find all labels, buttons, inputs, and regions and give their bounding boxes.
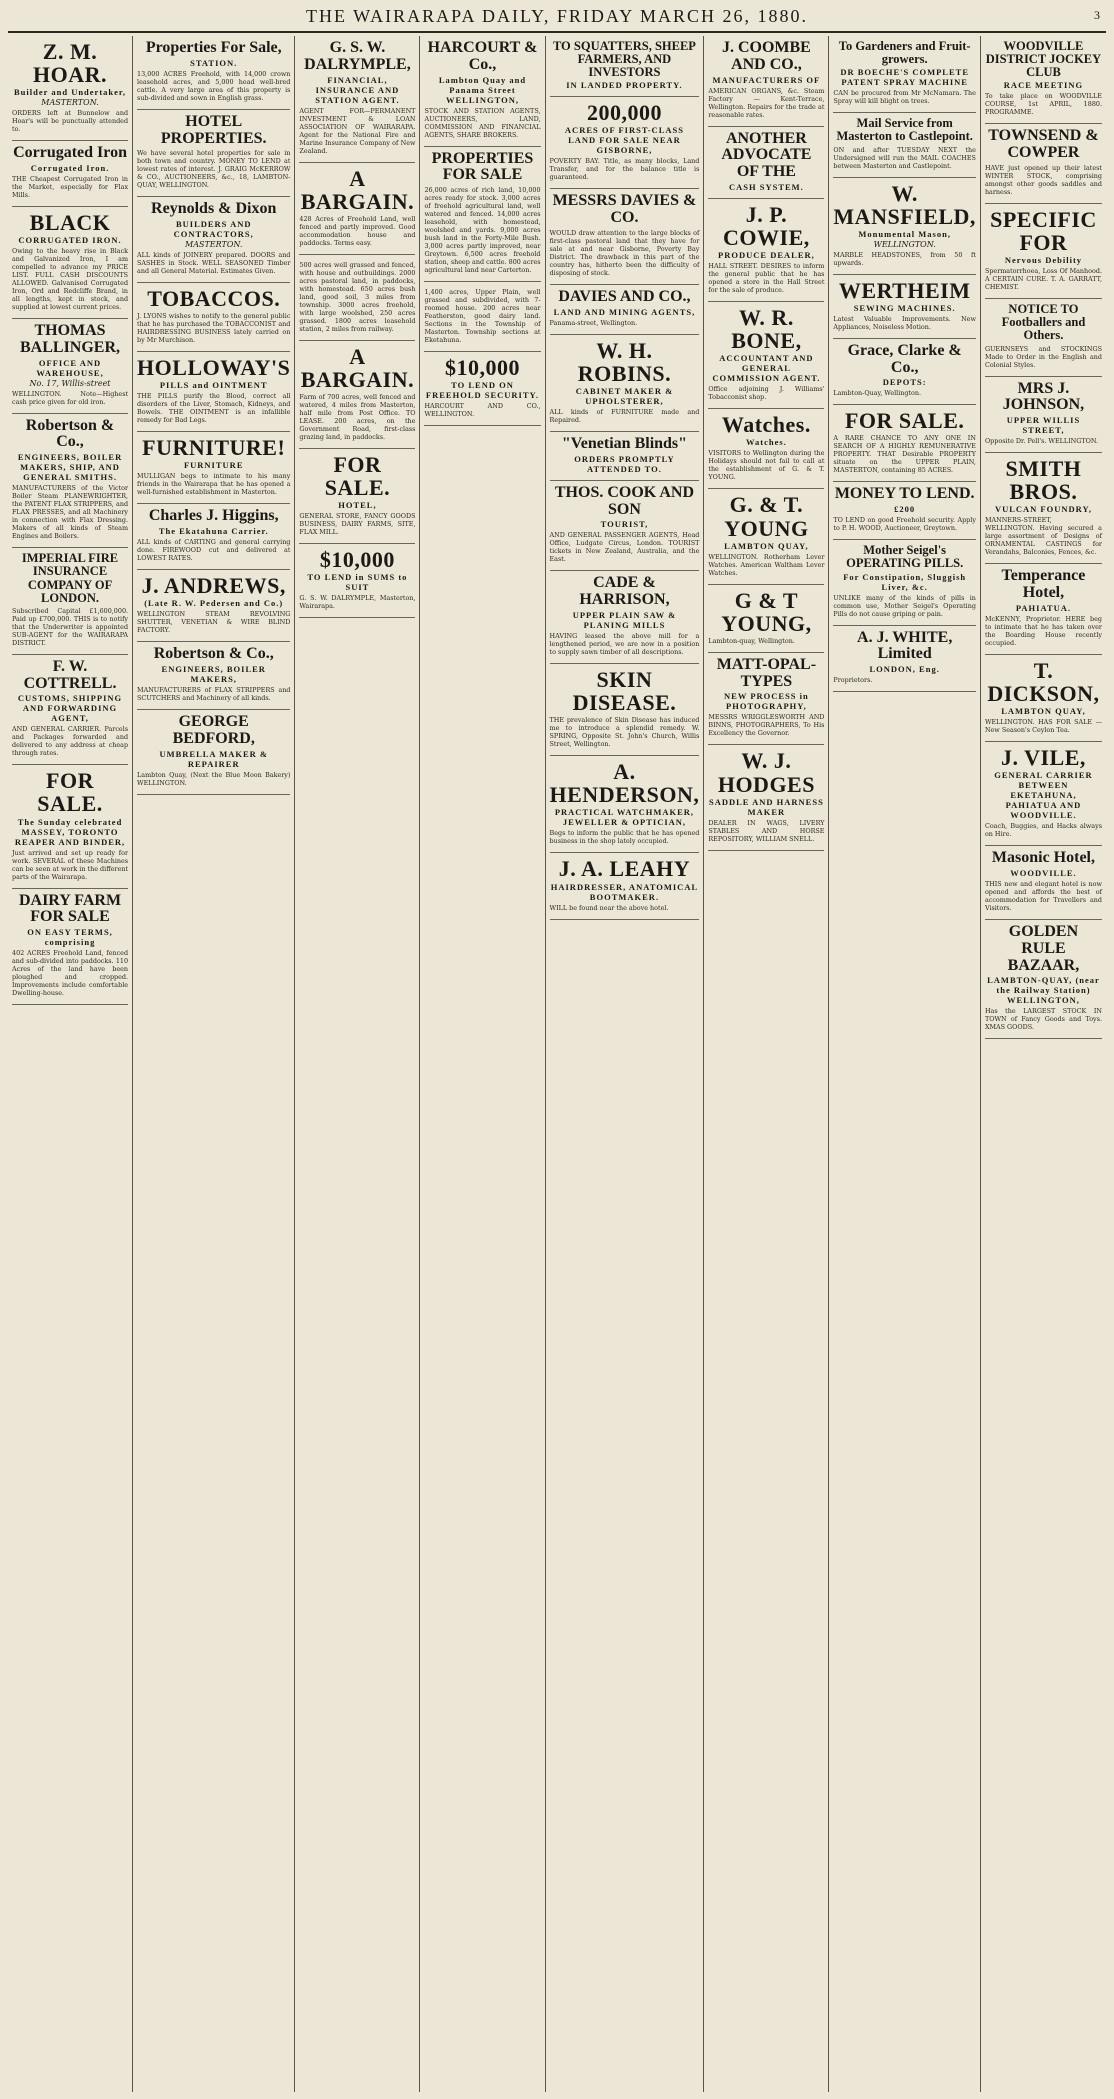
ad-heading: IMPERIAL FIRE INSURANCE COMPANY OF LONDON.: [21, 551, 119, 605]
ad-subheading: ON EASY TERMS, comprising: [27, 927, 113, 948]
ad-body: THE PILLS purify the Blood, correct all disorders of the Liver, Stomach, Kidneys, and Bowels. THE OINTMENT is an infallible remedy for Bad Legs.: [137, 392, 291, 425]
ad-heading: NOTICE TO Footballers and Others.: [1001, 302, 1086, 343]
ad-heading: Watches.: [721, 412, 811, 438]
ad-heading: $10,000: [444, 355, 520, 381]
ad-heading: J. COOMBE AND CO.,: [721, 39, 811, 73]
ad-subheading: LONDON, Eng.: [869, 664, 940, 675]
ad-body: WELLINGTON. Rotherham Lever Watches. American Waltham Lever Watches.: [708, 552, 825, 577]
advertisement: [137, 432, 290, 504]
ad-heading: W. J. HODGES: [717, 748, 815, 797]
advertisement: [708, 489, 824, 584]
ad-heading: A. J. WHITE, Limited: [857, 628, 953, 663]
ad-body: THE prevalence of Skin Disease has induced me to introduce a splendid remedy. W. SPRING, Opposite St. John's Church, Willis Street, Wellington.: [549, 716, 700, 749]
ad-subheading: PRODUCE DEALER,: [718, 250, 815, 261]
advertisement: [833, 482, 976, 540]
advertisement: [137, 352, 290, 432]
ad-subheading: CABINET MAKER & UPHOLSTERER,: [575, 386, 674, 407]
ad-body: Proprietors.: [833, 676, 873, 685]
advertisement: [550, 285, 700, 335]
column-8: [981, 36, 1106, 2092]
advertisement: [985, 742, 1102, 846]
ad-body: MARBLE HEADSTONES, from 50 ft upwards.: [833, 250, 976, 267]
column-1: [8, 36, 133, 2092]
column-6: [704, 36, 829, 2092]
ad-body: GUERNSEYS and STOCKINGS Made to Order in the English and Colonial Styles.: [984, 344, 1102, 369]
ad-body: AND GENERAL CARRIER. Parcels and Packages forwarded and delivered to any address at cheap through rates.: [12, 725, 129, 758]
ad-heading: W. R. BONE,: [731, 305, 802, 354]
ad-subheading: The Sunday celebrated MASSEY, TORONTO REAPER AND BINDER,: [14, 816, 126, 847]
ad-body: Office adjoining J. Williams' Tobacconist shop.: [708, 385, 825, 402]
ad-heading: WOODVILLE DISTRICT JOCKEY CLUB: [985, 39, 1102, 80]
advertisement: [985, 124, 1102, 204]
ad-body: VISITORS to Wellington during the Holidays should not fail to call at the establishment of G. & T. YOUNG.: [708, 449, 825, 482]
ad-subheading: GENERAL CARRIER BETWEEN EKETAHUNA, PAHIATUA AND WOODVILLE.: [994, 770, 1093, 821]
ad-subheading: HAIRDRESSER, ANATOMICAL BOOTMAKER.: [550, 881, 699, 902]
ad-heading: Mail Service from Masterton to Castlepoint.: [836, 116, 973, 144]
ad-heading: F. W. COTTRELL.: [23, 657, 117, 692]
ad-body: STOCK AND STATION AGENTS, AUCTIONEERS, LAND, COMMISSION AND FINANCIAL AGENTS, SHARE BROKERS.: [424, 106, 541, 139]
advertisement: [12, 655, 128, 766]
ad-heading: A. HENDERSON,: [549, 759, 700, 808]
ad-body: Latest Valuable Improvements. New Appliances, Noiseless Motion.: [833, 314, 976, 331]
ad-body: MULLIGAN begs to intimate to his many friends in the Wairarapa that he has opened a well-furnished establishment in Masterton.: [137, 472, 291, 497]
ad-body: A RARE CHANCE TO ANY ONE IN SEARCH OF A HIGHLY REMUNERATIVE PROPERTY. THAT Desirable PROPERTY situate on the UPPER PLAIN, MASTERTON, containing 85 ACRES.: [833, 434, 976, 475]
ad-heading: MATT-OPAL-TYPES: [716, 655, 817, 690]
ad-heading: G & T YOUNG,: [721, 587, 812, 636]
ad-location: No. 17, Willis-street: [29, 378, 111, 388]
ad-subheading: FINANCIAL, INSURANCE AND STATION AGENT.: [315, 74, 400, 105]
ad-heading: Mother Seigel's OPERATING PILLS.: [846, 543, 964, 571]
ad-subheading: PAHIATUA.: [1015, 602, 1072, 613]
ad-subheading: WOODVILLE.: [1010, 867, 1077, 878]
columns-container: [8, 36, 1106, 2092]
advertisement: [708, 302, 824, 409]
advertisement: [833, 113, 976, 177]
ad-heading: FOR SALE.: [37, 768, 103, 817]
ad-heading: TO SQUATTERS, SHEEP FARMERS, AND INVESTORS: [552, 39, 696, 80]
advertisement: [833, 405, 976, 482]
ad-body: ALL kinds of CARTING and general carrying done. FIREWOOD cut and delivered at LOWEST RATES.: [137, 538, 291, 563]
ad-body: MANNERS-STREET, WELLINGTON. Having secured a large assortment of Designs of ORNAMENTAL CASTINGS for Verandahs, Balconies, Fences, &c.: [984, 516, 1102, 557]
ad-body: HAVING leased the above mill for a lengthened period, we are now in a position to supply sawn timber of all descriptions.: [549, 632, 700, 657]
column-3: [295, 36, 420, 2092]
ad-heading: FOR SALE.: [324, 451, 391, 501]
advertisement: [985, 655, 1102, 742]
ad-heading: J. ANDREWS,: [141, 573, 286, 599]
advertisement: [985, 299, 1102, 376]
ad-heading: DAIRY FARM FOR SALE: [18, 891, 122, 926]
advertisement: [424, 36, 540, 147]
advertisement: [299, 341, 415, 449]
ad-subheading: £200: [894, 504, 916, 515]
ad-heading: Grace, Clarke & Co.,: [847, 341, 962, 376]
ad-heading: SMITH BROS.: [1005, 456, 1082, 505]
advertisement: [708, 199, 824, 302]
ad-body: THIS new and elegant hotel is now opened and affords the best of accommodation for Travellers and Visitors.: [984, 879, 1102, 912]
ad-body: Lambton Quay, (Next the Blue Moon Bakery) WELLINGTON.: [137, 770, 291, 787]
ad-subheading: LAMBTON QUAY,: [1001, 706, 1086, 717]
ad-body: MANUFACTURERS of the Victor Boiler Steam PLANEWRIGHTER, the PATENT FLAX STRIPPERS, and FLAX PRESSES, and all Machinery in connection with Flax Dressing. Makers of all kinds of Steam Engines and Boilers.: [12, 484, 129, 541]
advertisement: [833, 178, 976, 275]
ad-heading: GOLDEN RULE BAZAAR,: [1007, 922, 1080, 974]
ad-subheading: ORDERS PROMPTLY ATTENDED TO.: [574, 453, 675, 474]
ad-heading: TOBACCOS.: [147, 286, 281, 312]
ad-heading: To Gardeners and Fruit-growers.: [838, 39, 971, 67]
advertisement: [424, 147, 540, 283]
ad-body: 402 ACRES Freehold Land, fenced and sub-divided into paddocks. 110 Acres of the land have been ploughed and cropped. Improvements include comfortable Dwelling-house.: [12, 949, 129, 998]
ad-body: ON and after TUESDAY NEXT the Undersigned will run the MAIL COACHES between Masterton and Castlepoint.: [833, 145, 976, 170]
ad-body: 500 acres well grassed and fenced, with house and outbuildings. 2000 acres pastoral land, in paddocks, with homestead. 650 acres bush land, good soil, 3 miles from township. 3000 acres freehold, with large woolshed, 250 acres grassed. 1800 acres leasehold station, 2 miles from railway.: [299, 260, 416, 333]
advertisement: [550, 189, 700, 285]
advertisement: [299, 255, 415, 341]
ad-subheading: SADDLE AND HARNESS MAKER: [708, 796, 824, 817]
ad-heading: Masonic Hotel,: [991, 849, 1095, 867]
ad-body: HALL STREET. DESIRES to inform the general public that he has opened a store in the Hall Street for the sale of produce.: [708, 262, 825, 295]
ad-body: WELLINGTON STEAM REVOLVING SHUTTER, VENETIAN & WIRE BLIND FACTORY.: [137, 610, 291, 635]
ad-body: Opposite Dr. Pell's. WELLINGTON.: [984, 437, 1099, 446]
advertisement: [708, 409, 824, 489]
ad-body: POVERTY BAY. Title, as many blocks, Land Transfer, and for the balance title is guaranteed.: [549, 157, 700, 182]
advertisement: [833, 540, 976, 625]
newspaper-title: THE WAIRARAPA DAILY, FRIDAY MARCH 26, 1880.: [305, 6, 809, 26]
ad-heading: FURNITURE!: [142, 435, 286, 461]
ad-location: MASTERTON.: [41, 98, 99, 108]
ad-body: DEALER IN WAGS, LIVERY STABLES AND HORSE REPOSITORY, WILLIAM SNELL.: [708, 818, 825, 843]
ad-subheading: TOURIST,: [600, 519, 649, 530]
ad-subheading: UPPER PLAIN SAW & PLANING MILLS: [572, 610, 677, 631]
advertisement: [137, 710, 290, 795]
ad-body: HARCOURT AND CO., WELLINGTON.: [424, 402, 541, 419]
advertisement: [12, 889, 128, 1006]
ad-heading: MESSRS DAVIES & CO.: [552, 192, 697, 227]
ad-subheading: LAMBTON-QUAY, (near the Railway Station) WELLINGTON,: [987, 975, 1100, 1006]
ad-body: WOULD draw attention to the large blocks of first-class pastoral land that they have for sale at and near Gisborne, Poverty Bay District. The drawback in this part of the country has, hitherto been the difficulty of disposing of stock.: [549, 229, 700, 278]
ad-subheading: ENGINEERS, BOILER MAKERS,: [161, 664, 266, 685]
advertisement: [137, 36, 290, 110]
ad-heading: J. A. LEAHY: [558, 856, 691, 882]
column-5: [546, 36, 705, 2092]
ad-subheading: UPPER WILLIS STREET,: [1006, 415, 1081, 436]
advertisement: [299, 36, 415, 163]
advertisement: [424, 282, 540, 352]
advertisement: [985, 204, 1102, 299]
ad-heading: HOLLOWAY'S: [137, 355, 291, 381]
ad-subheading: MANUFACTURERS OF: [712, 74, 821, 85]
ad-subheading: ACCOUNTANT AND GENERAL COMMISSION AGENT.: [712, 353, 821, 384]
ad-subheading: Nervous Debility: [1004, 255, 1083, 266]
advertisement: [137, 197, 290, 283]
advertisement: [550, 335, 700, 432]
ad-heading: MONEY TO LEND.: [834, 485, 975, 503]
ad-body: Panama-street, Wellington.: [549, 318, 638, 327]
ad-heading: Temperance Hotel,: [1001, 567, 1086, 602]
advertisement: [550, 571, 700, 664]
ad-heading: Charles J. Higgins,: [148, 507, 279, 525]
ad-location: MASTERTON.: [185, 240, 243, 250]
ad-subheading: ACRES OF FIRST-CLASS LAND FOR SALE NEAR GISBORNE,: [564, 125, 684, 156]
ad-heading: Properties For Sale,: [145, 39, 282, 56]
ad-subheading: CORRUGATED IRON.: [18, 235, 122, 246]
advertisement: [137, 504, 290, 570]
ad-heading: A BARGAIN.: [300, 165, 415, 214]
ad-subheading: LAND AND MINING AGENTS,: [553, 306, 696, 317]
advertisement: [985, 453, 1102, 564]
ad-heading: THOS. COOK AND SON: [554, 483, 695, 518]
advertisement: [299, 163, 415, 255]
ad-body: AND GENERAL PASSENGER AGENTS, Head Office, Ludgate Circus, London. TOURIST tickets in New Zealand, Australia, and the East.: [549, 531, 700, 564]
advertisement: [985, 564, 1102, 655]
ad-heading: 200,000: [586, 100, 662, 126]
ad-heading: A BARGAIN.: [300, 343, 415, 392]
advertisement: [299, 544, 415, 618]
ad-subheading: VULCAN FOUNDRY,: [994, 504, 1092, 515]
column-7: [829, 36, 981, 2092]
ad-subheading: RACE MEETING: [1003, 80, 1084, 91]
advertisement: [550, 97, 700, 189]
ad-heading: J. P. COWIE,: [723, 201, 810, 251]
advertisement: [985, 36, 1102, 124]
ad-body: TO LEND on good Freehold security. Apply to P. H. WOOD, Auctioneer, Greytown.: [833, 516, 976, 533]
ad-heading: W. H. ROBINS.: [577, 337, 672, 386]
ad-body: Lambton-quay, Wellington.: [708, 636, 795, 645]
ad-subheading: HOTEL,: [338, 500, 377, 511]
advertisement: [12, 548, 128, 655]
ad-heading: Z. M. HOAR.: [33, 39, 108, 88]
advertisement: [550, 481, 700, 572]
advertisement: [137, 283, 290, 352]
advertisement: [137, 642, 290, 710]
ad-subheading: CASH SYSTEM.: [728, 181, 804, 192]
ad-subheading: The Ekatahuna Carrier.: [158, 526, 269, 537]
ad-subheading: PILLS and OINTMENT: [159, 380, 268, 391]
ad-subheading: Monumental Mason,: [858, 228, 951, 239]
ad-subheading: TO LEND ON FREEHOLD SECURITY.: [425, 380, 540, 401]
advertisement: [833, 36, 976, 113]
ad-body: ALL kinds of FURNITURE made and Repaired.: [549, 408, 700, 425]
ad-subheading: UMBRELLA MAKER & REPAIRER: [159, 748, 268, 769]
ad-heading: J. VILE,: [1001, 745, 1086, 771]
ad-body: Spermatorrhoea, Loss Of Manhood. A CERTAIN CURE. T. A. GARRATT, CHEMIST.: [984, 267, 1102, 292]
advertisement: [12, 36, 128, 141]
ad-heading: G. & T. YOUNG: [724, 492, 809, 541]
ad-body: MANUFACTURERS of FLAX STRIPPERS and SCUTCHERS and Machinery of all kinds.: [137, 686, 291, 703]
ad-subheading: DEPOTS:: [882, 377, 927, 388]
ad-body: Has the LARGEST STOCK IN TOWN of Fancy Goods and Toys. XMAS GOODS.: [984, 1007, 1102, 1032]
ad-subheading: CUSTOMS, SHIPPING AND FORWARDING AGENT,: [17, 693, 123, 724]
ad-subheading: ENGINEERS, BOILER MAKERS, SHIP, AND GENERAL SMITHS.: [17, 452, 123, 483]
ad-heading: BLACK: [29, 209, 111, 235]
ad-body: THE Cheapest Corrugated Iron in the Market, especially for Flax Mills.: [12, 174, 129, 199]
ad-heading: Robertson & Co.,: [153, 645, 274, 663]
ad-body: WILL be found near the above hotel.: [549, 903, 669, 912]
advertisement: [12, 207, 128, 319]
ad-body: GENERAL STORE, FANCY GOODS BUSINESS, DAIRY FARMS, SITE, FLAX MILL.: [299, 512, 416, 537]
ad-heading: Reynolds & Dixon: [151, 200, 277, 218]
ad-subheading: For Constipation, Sluggish Liver, &c.: [843, 571, 967, 592]
ad-body: 1,400 acres, Upper Plain, well grassed and subdivided, with 7-roomed house. 200 acres near Featherston, good dairy land. Sections in the Township of Masterton. Township sections at Eketahuna.: [424, 288, 541, 345]
advertisement: [12, 141, 128, 207]
advertisement: [550, 36, 700, 97]
ad-body: ORDERS left at Bunnelow and Hoar's will be punctually attended to.: [12, 109, 129, 134]
ad-subheading: OFFICE AND WAREHOUSE,: [36, 357, 104, 378]
ad-body: ALL kinds of JOINERY prepared. DOORS and SASHES in Stock. WELL SEASONED Timber and all General Material. Estimates Given.: [137, 251, 291, 276]
ad-heading: SPECIFIC FOR: [990, 206, 1097, 256]
ad-heading: T. DICKSON,: [987, 657, 1100, 706]
ad-heading: DAVIES AND CO.,: [558, 288, 691, 306]
ad-subheading: SEWING MACHINES.: [853, 302, 956, 313]
ad-body: WELLINGTON. Note—Highest cash price given for old iron.: [12, 389, 129, 406]
ad-heading: $10,000: [319, 547, 395, 573]
ad-body: 13,000 ACRES Freehold, with 14,000 crown leasehold acres, and 5,000 head well-bred cattle. A very large area of this property is sub-divided and sown in English grass.: [137, 69, 291, 102]
ad-body: 428 Acres of Freehold Land, well fenced and partly improved. Good accommodation house and paddocks. Terms easy.: [299, 214, 416, 247]
ad-body: J. LYONS wishes to notify to the general public that he has purchased the TOBACCONIST and HAIRDRESSING BUSINESS lately carried on by Mr Murchison.: [137, 312, 291, 345]
ad-body: WELLINGTON. HAS FOR SALE — New Season's Ceylon Tea.: [984, 718, 1102, 735]
ad-body: McKENNY, Proprietor. HERE beg to intimate that he has taken over the Boarding House recently occupied.: [984, 614, 1102, 647]
advertisement: [550, 756, 700, 853]
ad-heading: G. S. W. DALRYMPLE,: [304, 39, 411, 73]
ad-subheading: STATION.: [190, 57, 238, 68]
ad-subheading: FURNITURE: [183, 460, 244, 471]
advertisement: [708, 653, 824, 746]
ad-body: AMERICAN ORGANS, &c. Steam Factory — Kent-Terrace, Wellington. Repairs for the trade at reasonable rates.: [708, 86, 825, 119]
ad-subheading: IN LANDED PROPERTY.: [566, 80, 683, 91]
ad-subheading: PRACTICAL WATCHMAKER, JEWELLER & OPTICIAN,: [554, 807, 695, 828]
ad-body: Lambton-Quay, Wellington.: [833, 389, 922, 398]
ad-subheading: DR BOECHE'S COMPLETE PATENT SPRAY MACHINE: [840, 67, 969, 88]
advertisement: [12, 319, 128, 414]
advertisement: [833, 626, 976, 693]
column-4: [420, 36, 545, 2092]
ad-heading: FOR SALE.: [844, 408, 965, 434]
advertisement: [985, 846, 1102, 920]
ad-body: Just arrived and set up ready for work. SEVERAL of these Machines can be seen at work in the different parts of the Wairarapa.: [12, 848, 129, 881]
ad-subheading: (Late R. W. Pedersen and Co.): [144, 598, 284, 609]
advertisement: [424, 352, 540, 426]
advertisement: [137, 110, 290, 198]
advertisement: [708, 585, 824, 653]
advertisement: [985, 377, 1102, 454]
ad-heading: GEORGE BEDFORD,: [172, 713, 255, 747]
ad-body: We have several hotel properties for sale in both town and country. MONEY TO LEND at lowest rates of interest. J. GRAIG McKERROW & CO., AUCTIONEERS, &c., 18, LAMBTON-QUAY, WELLINGTON.: [137, 149, 291, 190]
advertisement: [137, 570, 290, 642]
ad-body: Subscribed Capital £1,600,000. Paid up £700,000. THIS is to notify that the Underwriter is appointed SUB-AGENT for the WAIRARAPA DISTRICT.: [12, 606, 129, 647]
advertisement: [985, 920, 1102, 1039]
ad-subheading: BUILDERS AND CONTRACTORS,: [173, 219, 254, 240]
ad-body: Owing to the heavy rise in Black and Galvanized Iron, I am compelled to advance my PRICE LIST. FULL CASH DISCOUNTS ALLOWED. Galvanised Corrugated Iron, Ord and Redcliffe Brand, in all lengths, kept in stock, and supplied at lowest current prices.: [12, 247, 129, 312]
ad-body: UNLIKE many of the kinds of pills in common use, Mother Seigel's Operating Pills do not cause griping or pain.: [833, 593, 976, 618]
ad-body: MESSRS WRIGGLESWORTH AND BINNS, PHOTOGRAPHERS, To His Excellency the Governor.: [708, 713, 825, 738]
advertisement: [833, 275, 976, 339]
ad-body: AGENT FOR—PERMANENT INVESTMENT & LOAN ASSOCIATION OF WAIRARAPA. Agent for the National Fire and Marine Insurance Company of New Zealand.: [299, 106, 416, 155]
ad-body: Begs to inform the public that he has opened business in the shop lately occupied.: [549, 829, 700, 846]
ad-subheading: Lambton Quay and Panama Street WELLINGTON,: [438, 74, 527, 105]
ad-heading: W. MANSFIELD,: [833, 180, 976, 229]
ad-body: Coach, Buggies, and Hacks always on Hire.: [984, 822, 1102, 839]
page-number: 3: [1094, 8, 1100, 22]
advertisement: [550, 432, 700, 481]
ad-body: Farm of 700 acres, well fenced and watered, 4 miles from Masterton, half mile from Post Office. TO LEASE. 200 acres, on the Government Road, first-class grazing land, in paddocks.: [299, 392, 416, 441]
ad-heading: "Venetian Blinds": [561, 435, 688, 453]
advertisement: [708, 745, 824, 850]
masthead: [8, 6, 1106, 33]
ad-subheading: Corrugated Iron.: [30, 162, 110, 173]
ad-heading: Corrugated Iron: [13, 144, 127, 162]
ad-body: 26,000 acres of rich land, 10,000 acres ready for stock. 3,000 acres of freehold agricultural land, well watered and fenced. 14,000 acres leasehold, with homestead, woolshed and yards. 9,000 acres bush land in the Forty-Mile Bush. 3,000 acres partly improved, near Greytown. 6,500 acres freehold station, sheep and cattle. 800 acres agricultural land near Carterton.: [424, 186, 541, 275]
ad-heading: TOWNSEND & COWPER: [988, 127, 1099, 162]
ad-subheading: Builder and Undertaker,: [14, 87, 127, 98]
advertisement: [299, 449, 415, 544]
ad-body: To take place on WOODVILLE COURSE, 1st APRIL, 1880. PROGRAMME.: [984, 92, 1102, 117]
ad-body: HAVE just opened up their latest WINTER STOCK, comprising amongst other goods saddles and harness.: [984, 163, 1102, 196]
ad-heading: ANOTHER ADVOCATE OF THE: [721, 129, 812, 181]
column-2: [133, 36, 295, 2092]
advertisement: [550, 853, 700, 919]
ad-location: WELLINGTON.: [873, 239, 936, 249]
advertisement: [12, 414, 128, 549]
ad-subheading: LAMBTON QUAY,: [724, 540, 809, 551]
ad-heading: HOTEL PROPERTIES.: [160, 112, 267, 147]
ad-body: G. S. W. DALRYMPLE, Masterton, Wairarapa.: [299, 594, 416, 611]
ad-heading: PROPERTIES FOR SALE: [431, 149, 534, 184]
advertisement: [708, 127, 824, 199]
advertisement: [708, 36, 824, 127]
ad-heading: MRS J. JOHNSON,: [1002, 379, 1085, 414]
ad-subheading: Watches.: [745, 437, 787, 448]
ad-subheading: NEW PROCESS in PHOTOGRAPHY,: [724, 691, 809, 712]
advertisement: [833, 339, 976, 406]
ad-heading: THOMAS BALLINGER,: [20, 322, 121, 356]
ad-heading: CADE & HARRISON,: [579, 574, 670, 609]
advertisement: [12, 765, 128, 888]
ad-heading: HARCOURT & Co.,: [427, 39, 538, 73]
ad-heading: WERTHEIM: [838, 277, 971, 303]
ad-heading: Robertson & Co.,: [25, 416, 115, 451]
ad-heading: SKIN DISEASE.: [572, 667, 677, 716]
ad-body: CAN be procured from Mr McNamara. The Spray will kill blight on trees.: [833, 89, 976, 106]
ad-subheading: TO LEND in SUMS to SUIT: [307, 572, 408, 593]
advertisement: [550, 664, 700, 756]
